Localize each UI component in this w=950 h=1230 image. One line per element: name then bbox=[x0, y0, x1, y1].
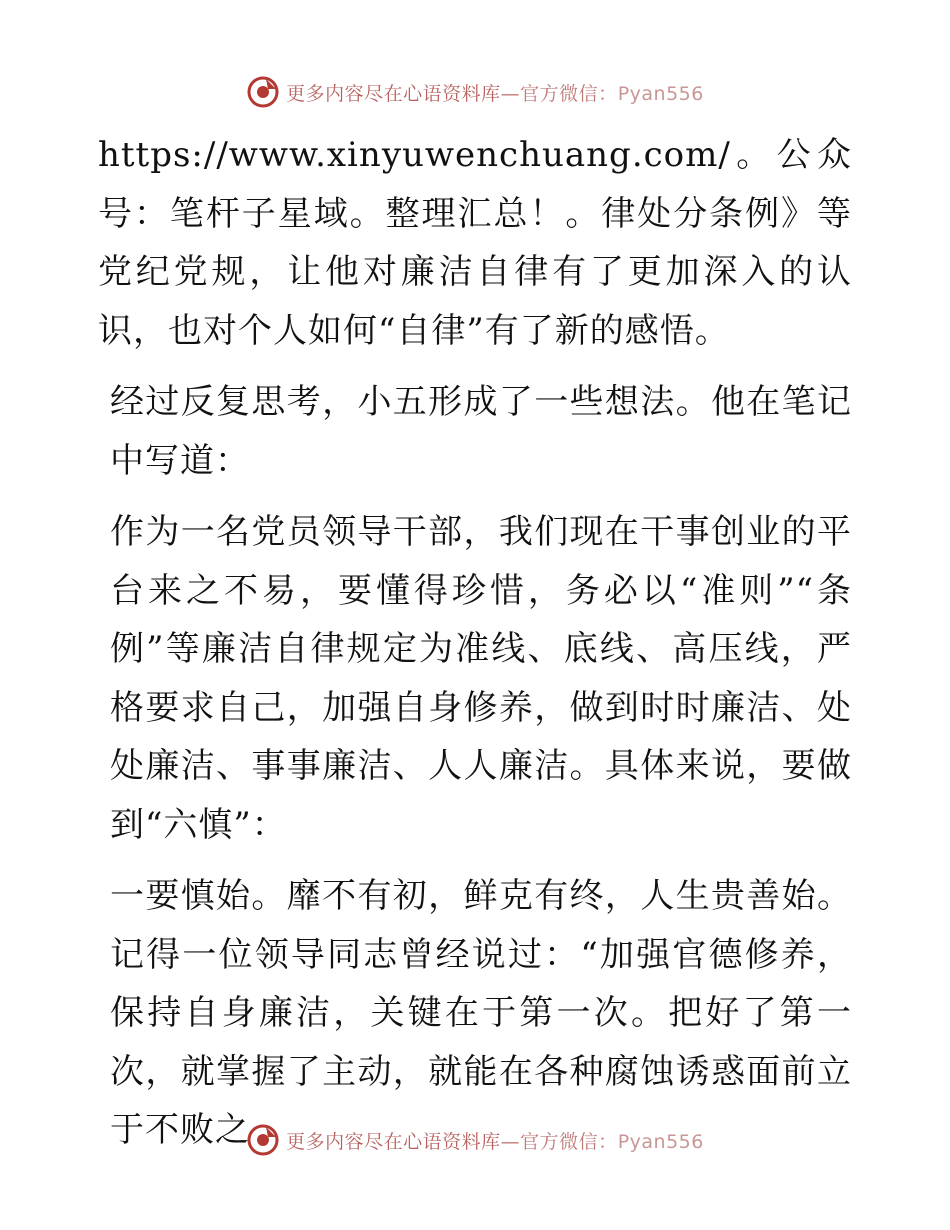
footer-wechat-label: 官方微信： bbox=[520, 1130, 618, 1153]
paragraph-2: 经过反复思考，小五形成了一些想法。他在笔记中写道： bbox=[110, 382, 852, 481]
paragraph-3: 作为一名党员领导干部，我们现在干事创业的平台来之不易，要懂得珍惜，务必以“准则”“条例”等廉洁自律规定为准线、底线、高压线，严格要求自己，加强自身修养，做到时时廉洁、处处廉洁、事事廉洁、人人廉洁。具体来说，要做到“六慎”： bbox=[110, 512, 852, 845]
paragraph-4: 一要慎始。靡不有初，鲜克有终，人生贵善始。记得一位领导同志曾经说过：“加强官德修养，保持自身廉洁，关键在于第一次。把好了第一次，就掌握了主动，就能在各种腐蚀诱惑面前立于不败之 bbox=[110, 876, 852, 1150]
header-banner bbox=[0, 72, 950, 112]
footer-wechat-id: Pyan556 bbox=[617, 1130, 704, 1153]
footer-separator: — bbox=[500, 1130, 521, 1153]
header-wechat-label: 官方微信： bbox=[520, 82, 618, 105]
header-brand-text: 更多内容尽在心语资料库 bbox=[286, 82, 501, 105]
document-body bbox=[98, 126, 852, 1173]
brand-logo-icon bbox=[246, 1123, 280, 1157]
brand-logo-icon bbox=[246, 75, 280, 109]
footer-brand-text: 更多内容尽在心语资料库 bbox=[286, 1130, 501, 1153]
header-banner-text bbox=[286, 79, 704, 106]
header-wechat-id: Pyan556 bbox=[617, 82, 704, 105]
paragraph-1: https://www.xinyuwenchuang.com/。公众号：笔杆子星域。整理汇总！。律处分条例》等党纪党规，让他对廉洁自律有了更加深入的认识，也对个人如何“自律”有了新的感悟。 bbox=[98, 135, 852, 351]
header-separator: — bbox=[500, 82, 521, 105]
footer-banner bbox=[0, 1120, 950, 1160]
footer-banner-text bbox=[286, 1127, 704, 1154]
